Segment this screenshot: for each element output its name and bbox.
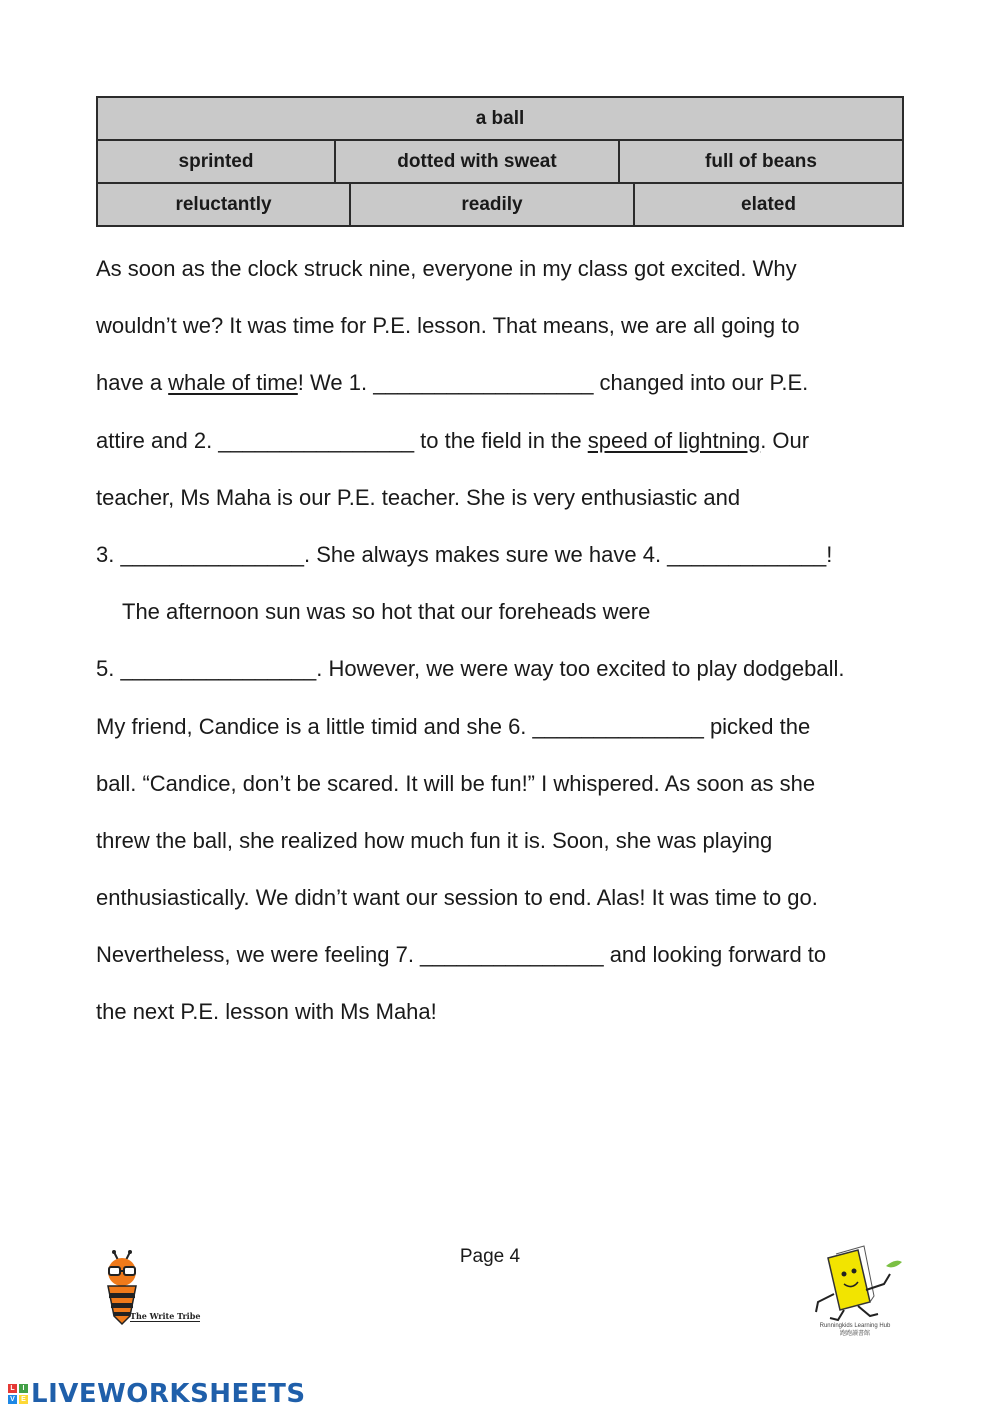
word-bank-cell: full of beans <box>705 150 817 172</box>
word-bank-cell: reluctantly <box>98 184 351 225</box>
word-bank-cell: sprinted <box>98 141 336 182</box>
passage-line: ball. “Candice, don’t be scared. It will be fun!” I whispered. As soon as she <box>96 770 816 796</box>
runningkids-name: Runningkids Learning Hub <box>819 1323 891 1329</box>
word-bank-row <box>98 98 902 141</box>
passage-line <box>96 364 916 421</box>
page-number: Page 4 <box>459 1246 521 1267</box>
brand-block: V <box>8 1395 17 1404</box>
passage-text: . Our <box>760 427 810 453</box>
word-bank-cell: readily <box>351 184 635 225</box>
runningkids-subtext: 跑跑讀書館 <box>839 1331 870 1337</box>
word-bank-cell: elated <box>741 193 796 215</box>
liveworksheets-wordmark: LIVEWORKSHEETS <box>31 1379 306 1409</box>
liveworksheets-brand <box>8 1378 306 1410</box>
underlined-phrase: whale of time <box>168 370 298 396</box>
passage-text: have a <box>96 370 169 396</box>
liveworksheets-blocks-icon <box>8 1384 28 1404</box>
passage-line: threw the ball, she realized how much fun it is. Soon, she was playing <box>96 827 773 853</box>
passage-text: ! We 1. __________________ changed into our P.E. <box>297 370 809 396</box>
passage-line: the next P.E. lesson with Ms Maha! <box>96 999 437 1025</box>
runningkids-caption <box>812 1322 898 1338</box>
brand-block: E <box>19 1395 28 1404</box>
runningkids-book-logo <box>808 1244 908 1322</box>
passage-line: enthusiastically. We didn’t want our session to end. Alas! It was time to go. <box>96 885 818 911</box>
passage-text: attire and 2. ________________ to the field in the <box>96 427 588 453</box>
brand-block: L <box>8 1384 17 1393</box>
passage-line: My friend, Candice is a little timid and she 6. ______________ picked the <box>96 713 811 739</box>
word-bank-row <box>98 184 902 225</box>
word-bank-cell: dotted with sweat <box>336 141 620 182</box>
passage-line: 5. ________________. However, we were way too excited to play dodgeball. <box>96 656 845 682</box>
passage <box>96 250 916 1051</box>
passage-line: The afternoon sun was so hot that our foreheads were <box>122 599 651 625</box>
write-tribe-caption: The Write Tribe <box>130 1311 201 1321</box>
passage-line <box>96 422 916 479</box>
passage-line: As soon as the clock struck nine, everyone in my class got excited. Why <box>96 256 797 281</box>
word-bank-cell: a ball <box>475 107 525 129</box>
passage-line: teacher, Ms Maha is our P.E. teacher. She is very enthusiastic and <box>96 484 741 510</box>
underlined-phrase: speed of lightning <box>587 427 761 453</box>
word-bank-table <box>96 96 904 227</box>
passage-line: Nevertheless, we were feeling 7. _______________ and looking forward to <box>96 942 827 968</box>
word-bank-row <box>98 141 902 184</box>
brand-block: I <box>19 1384 28 1393</box>
passage-line: wouldn’t we? It was time for P.E. lesson. That means, we are all going to <box>96 313 800 339</box>
passage-line: 3. _______________. She always makes sure we have 4. _____________! <box>96 541 833 567</box>
